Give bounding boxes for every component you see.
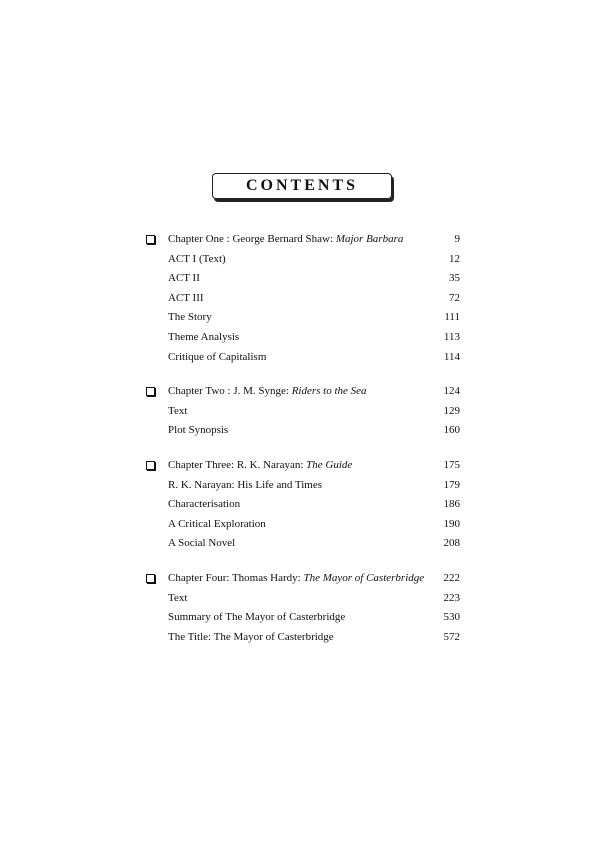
page-number: 124 <box>443 385 460 398</box>
toc-entry[interactable] <box>146 269 460 289</box>
entry-label: A Social Novel <box>168 537 236 550</box>
page-number: 9 <box>454 233 460 245</box>
toc-entry[interactable] <box>146 476 460 496</box>
page-number: 186 <box>443 498 460 511</box>
chapter-heading-row[interactable] <box>146 456 460 476</box>
entry-label: Plot Synopsis <box>168 424 229 437</box>
toc-entry[interactable] <box>146 589 460 609</box>
page-number: 113 <box>443 330 460 343</box>
entry-label: Critique of Capitalism <box>168 350 267 363</box>
entry-label: ACT I (Text) <box>168 252 226 265</box>
chapter-work-title: Riders to the Sea <box>291 385 367 398</box>
page-number: 208 <box>443 537 460 550</box>
entry-label: Characterisation <box>168 498 241 511</box>
toc-entry[interactable] <box>146 289 460 309</box>
contents-heading: CONTENTS <box>245 177 359 194</box>
toc-entry[interactable] <box>146 515 460 535</box>
page-number: 129 <box>443 404 460 417</box>
checkbox-bullet-icon <box>146 235 155 244</box>
toc-entry[interactable] <box>146 421 460 441</box>
toc-entry[interactable] <box>146 628 460 648</box>
entry-label: Theme Analysis <box>168 330 240 343</box>
chapter-two <box>146 382 460 441</box>
chapter-prefix: Chapter Three: R. K. Narayan: <box>168 458 307 471</box>
chapter-work-title: The Guide <box>306 458 353 471</box>
page-number: 111 <box>444 311 460 324</box>
entry-label: Text <box>168 591 188 604</box>
chapter-work-title: The Mayor of Casterbridge <box>303 571 425 584</box>
chapter-heading-row[interactable] <box>146 230 460 250</box>
page-number: 114 <box>443 350 460 363</box>
contents-title-box <box>212 173 392 199</box>
page-number: 12 <box>449 252 460 265</box>
chapter-heading-row[interactable] <box>146 382 460 402</box>
toc-entry[interactable] <box>146 348 460 368</box>
page-number: 223 <box>443 591 460 604</box>
entry-label: Summary of The Mayor of Casterbridge <box>168 611 346 624</box>
table-of-contents <box>146 230 460 662</box>
page-number: 530 <box>443 611 460 624</box>
chapter-heading-row[interactable] <box>146 569 460 589</box>
page-number: 222 <box>443 571 460 584</box>
entry-label: R. K. Narayan: His Life and Times <box>168 478 322 491</box>
chapter-prefix: Chapter Two : J. M. Synge: <box>168 385 292 398</box>
toc-entry[interactable] <box>146 328 460 348</box>
page-number: 175 <box>443 458 460 471</box>
entry-label: ACT II <box>168 272 200 285</box>
entry-label: The Title: The Mayor of Casterbridge <box>168 630 334 643</box>
page-number: 190 <box>443 517 460 530</box>
toc-entry[interactable] <box>146 250 460 270</box>
toc-entry[interactable] <box>146 402 460 422</box>
entry-label: Text <box>168 404 188 417</box>
chapter-prefix: Chapter Four: Thomas Hardy: <box>168 571 304 584</box>
page-number: 572 <box>443 630 460 643</box>
page-number: 179 <box>443 478 460 491</box>
chapter-one <box>146 230 460 367</box>
toc-entry[interactable] <box>146 534 460 554</box>
checkbox-bullet-icon <box>146 461 155 470</box>
chapter-prefix: Chapter One : George Bernard Shaw: <box>168 233 336 245</box>
page-number: 72 <box>449 291 460 304</box>
checkbox-bullet-icon <box>146 574 155 583</box>
chapter-three <box>146 456 460 554</box>
toc-entry[interactable] <box>146 495 460 515</box>
checkbox-bullet-icon <box>146 387 155 396</box>
page-number: 35 <box>449 272 460 285</box>
chapter-four <box>146 569 460 647</box>
chapter-work-title: Major Barbara <box>335 233 404 245</box>
entry-label: A Critical Exploration <box>168 517 266 530</box>
entry-label: ACT III <box>168 291 204 304</box>
toc-entry[interactable] <box>146 308 460 328</box>
entry-label: The Story <box>168 311 212 324</box>
page-number: 160 <box>443 424 460 437</box>
toc-entry[interactable] <box>146 608 460 628</box>
